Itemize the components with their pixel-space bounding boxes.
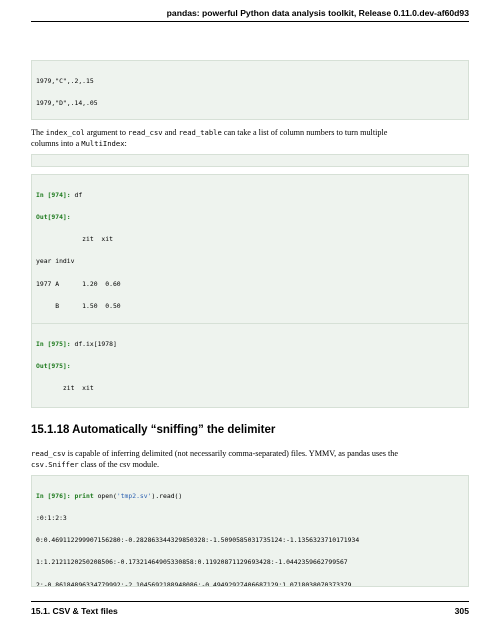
code-text: df.ix[1978] (70, 339, 117, 348)
text: columns into a (31, 139, 82, 148)
print-keyword: print (70, 491, 94, 500)
output-line: :0:1:2:3 (36, 514, 67, 523)
output-line: 1:1.2121120250208506:-0.17321464905330858:0.11920871129693428:-1.0442359662799567 (36, 558, 348, 567)
text: is capable of inferring delimited (not necessarily comma-separated) files. YMMV, as pandas uses the (65, 449, 399, 458)
read-csv-code-block (31, 154, 469, 167)
footer-section: 15.1. CSV & Text files (31, 606, 118, 616)
input-prompt: In [975]: (36, 339, 71, 348)
inline-code: read_table (178, 128, 222, 137)
code-text: df (70, 190, 83, 199)
output-prompt: Out[974]: (36, 213, 71, 222)
input-prompt: In [976]: (36, 491, 71, 500)
text: class of the csv module. (78, 460, 160, 469)
page-number: 305 (454, 606, 469, 616)
output-line: year indiv (36, 257, 75, 266)
sniffer-paragraph (31, 448, 471, 470)
text: The (31, 128, 46, 137)
text: and (162, 128, 179, 137)
output-line: 2:-0.86184896334779992:-2.1045692188948086:-0.49492927406687129:1.0718038070373379 (36, 580, 352, 587)
input-prompt: In [974]: (36, 190, 71, 199)
output-prompt: Out[975]: (36, 362, 71, 371)
running-header: pandas: powerful Python data analysis toolkit, Release 0.11.0.dev-af60d93 (166, 8, 469, 18)
output-line: 0:0.469112299907156280:-0.282863344329850328:-1.5090585031735124:-1.1356323710171934 (36, 536, 360, 545)
text: argument to (84, 128, 129, 137)
text: can take a list of column numbers to turn multiple (221, 128, 388, 137)
code-line: 1979,"D",.14,.05 (36, 99, 98, 108)
inline-code: csv.Sniffer (31, 460, 79, 469)
code-line: 1979,"C",.2,.15 (36, 76, 94, 85)
dataframe-output-block (31, 174, 469, 324)
header-rule (31, 21, 469, 22)
string-literal: 'tmp2.sv' (116, 491, 152, 500)
inline-code: MultiIndex (81, 139, 125, 148)
code-text: open( (93, 491, 117, 500)
inline-code: read_csv (31, 449, 66, 458)
csv-data-block (31, 60, 469, 120)
footer-rule (31, 601, 469, 602)
ix-output-block (31, 324, 469, 408)
output-line: 1977 A 1.20 0.60 (36, 279, 121, 288)
section-heading: 15.1.18 Automatically “sniffing” the delimiter (31, 424, 276, 436)
output-line (36, 407, 464, 408)
output-line: zit xit (36, 384, 94, 393)
code-text: ).read() (151, 491, 183, 500)
output-line: zit xit (36, 235, 113, 244)
sniffer-code-block (31, 475, 469, 587)
index-col-paragraph (31, 127, 471, 149)
text: : (124, 139, 127, 148)
output-line: B 1.50 0.50 (36, 301, 121, 310)
inline-code: read_csv (128, 128, 163, 137)
inline-code: index_col (45, 128, 85, 137)
